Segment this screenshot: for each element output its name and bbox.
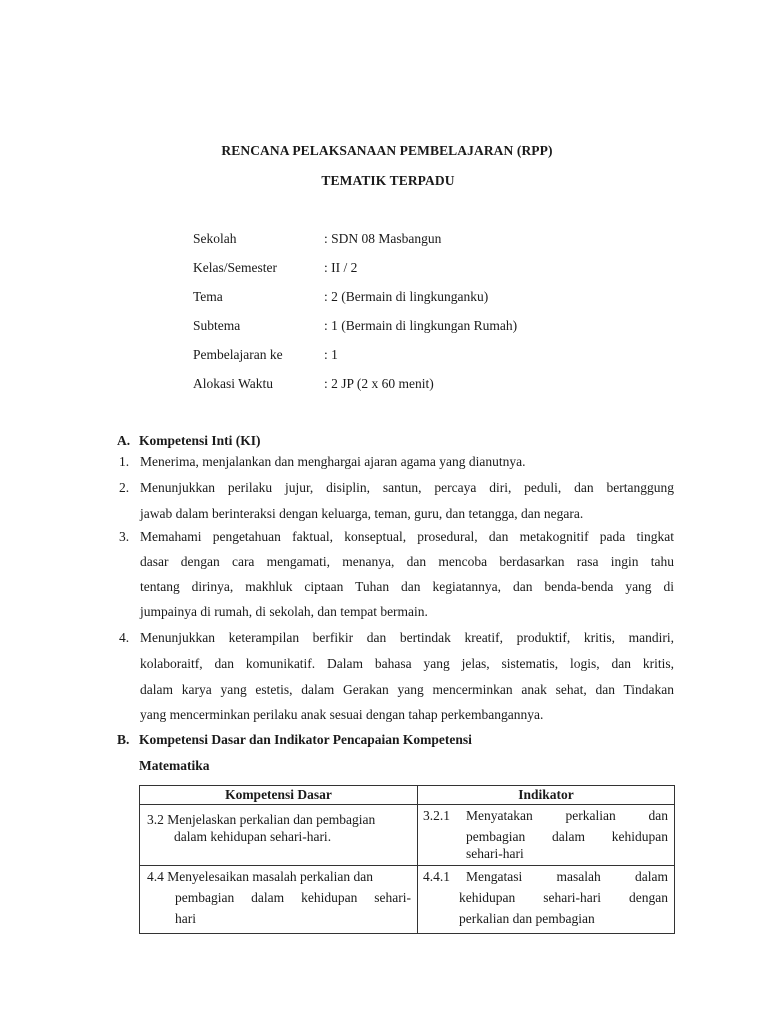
item-line: dalam karya yang estetis, dalam Gerakan yang mencerminkan anak sehat, dan Tindakan	[140, 682, 674, 697]
document-title: RENCANA PELAKSANAAN PEMBELAJARAN (RPP)	[221, 143, 553, 158]
competency-table	[139, 785, 675, 934]
document-subtitle: TEMATIK TERPADU	[321, 173, 455, 188]
subject-heading: Matematika	[139, 758, 210, 773]
info-label: Alokasi Waktu	[193, 376, 274, 391]
indikator-line: kehidupan sehari-hari dengan	[459, 890, 668, 905]
section-b-heading	[117, 732, 472, 748]
indikator-first-line	[423, 868, 668, 885]
section-letter: A.	[117, 433, 131, 448]
info-value: : 1	[324, 347, 338, 362]
indikator-line: Mengatasi masalah dalam	[466, 869, 668, 884]
indikator-first-line	[423, 807, 668, 824]
indikator-line: Menyatakan perkalian dan	[466, 808, 668, 823]
table-header-kd: Kompetensi Dasar	[140, 786, 418, 805]
item-line: kolaboraitf, dan komunikatif. Dalam bahasa yang jelas, sistematis, logis, dan kritis,	[140, 656, 674, 671]
item-line: Memahami pengetahuan faktual, konseptual, prosedural, dan metakognitif pada tingkat	[140, 529, 674, 544]
item-line: Menunjukkan perilaku jujur, disiplin, santun, percaya diri, peduli, dan bertanggung	[140, 480, 674, 495]
kd-line: pembagian dalam kehidupan sehari-	[175, 890, 411, 905]
indikator-number: 3.2.1	[423, 808, 450, 823]
indikator-cell	[418, 866, 675, 934]
indikator-line: sehari-hari	[466, 846, 524, 861]
section-a-heading	[117, 433, 261, 449]
item-line: Menunjukkan keterampilan berfikir dan bertindak kreatif, produktif, kritis, mandiri,	[140, 630, 674, 645]
info-label: Kelas/Semester	[193, 260, 277, 275]
item-number: 3.	[119, 529, 130, 544]
section-letter: B.	[117, 732, 130, 747]
item-number: 4.	[119, 630, 130, 645]
item-line: Menerima, menjalankan dan menghargai ajaran agama yang dianutnya.	[140, 454, 526, 469]
info-value: : 2 (Bermain di lingkunganku)	[324, 289, 489, 304]
indikator-line: perkalian dan pembagian	[459, 911, 595, 926]
item-line: jumpainya di rumah, di sekolah, dan tempat bermain.	[140, 604, 428, 619]
item-number: 2.	[119, 480, 130, 495]
indikator-number: 4.4.1	[423, 869, 450, 884]
item-line: dasar dengan cara mengamati, menanya, dan mencoba berdasarkan rasa ingin tahu	[140, 554, 674, 569]
info-label: Tema	[193, 289, 223, 304]
indikator-cell	[418, 805, 675, 866]
item-line: yang mencerminkan perilaku anak sesuai dengan tahap perkembangannya.	[140, 707, 544, 722]
table-header-row	[140, 786, 675, 805]
item-line: jawab dalam berinteraksi dengan keluarga, teman, guru, dan tetangga, dan negara.	[140, 506, 584, 521]
info-label: Pembelajaran ke	[193, 347, 283, 362]
table-row	[140, 866, 675, 934]
kd-line: hari	[175, 911, 196, 926]
item-line: tentang dirinya, makhluk ciptaan Tuhan dan kegiatannya, dan benda-benda yang di	[140, 579, 674, 594]
kd-cell	[140, 805, 418, 866]
section-title: Kompetensi Dasar dan Indikator Pencapaian Kompetensi	[139, 732, 472, 747]
info-value: : II / 2	[324, 260, 358, 275]
info-label: Subtema	[193, 318, 241, 333]
table-header-indikator: Indikator	[418, 786, 675, 805]
section-title: Kompetensi Inti (KI)	[139, 433, 261, 448]
item-number: 1.	[119, 454, 130, 469]
kd-line: 4.4 Menyelesaikan masalah perkalian dan	[147, 869, 374, 884]
kd-line: dalam kehidupan sehari-hari.	[174, 829, 332, 844]
info-label: Sekolah	[193, 231, 237, 246]
kd-line: 3.2 Menjelaskan perkalian dan pembagian	[147, 812, 376, 827]
info-value: : 2 JP (2 x 60 menit)	[324, 376, 434, 391]
info-value: : 1 (Bermain di lingkungan Rumah)	[324, 318, 518, 333]
indikator-line: pembagian dalam kehidupan	[466, 829, 668, 844]
kd-cell	[140, 866, 418, 934]
info-value: : SDN 08 Masbangun	[324, 231, 442, 246]
table-row	[140, 805, 675, 866]
